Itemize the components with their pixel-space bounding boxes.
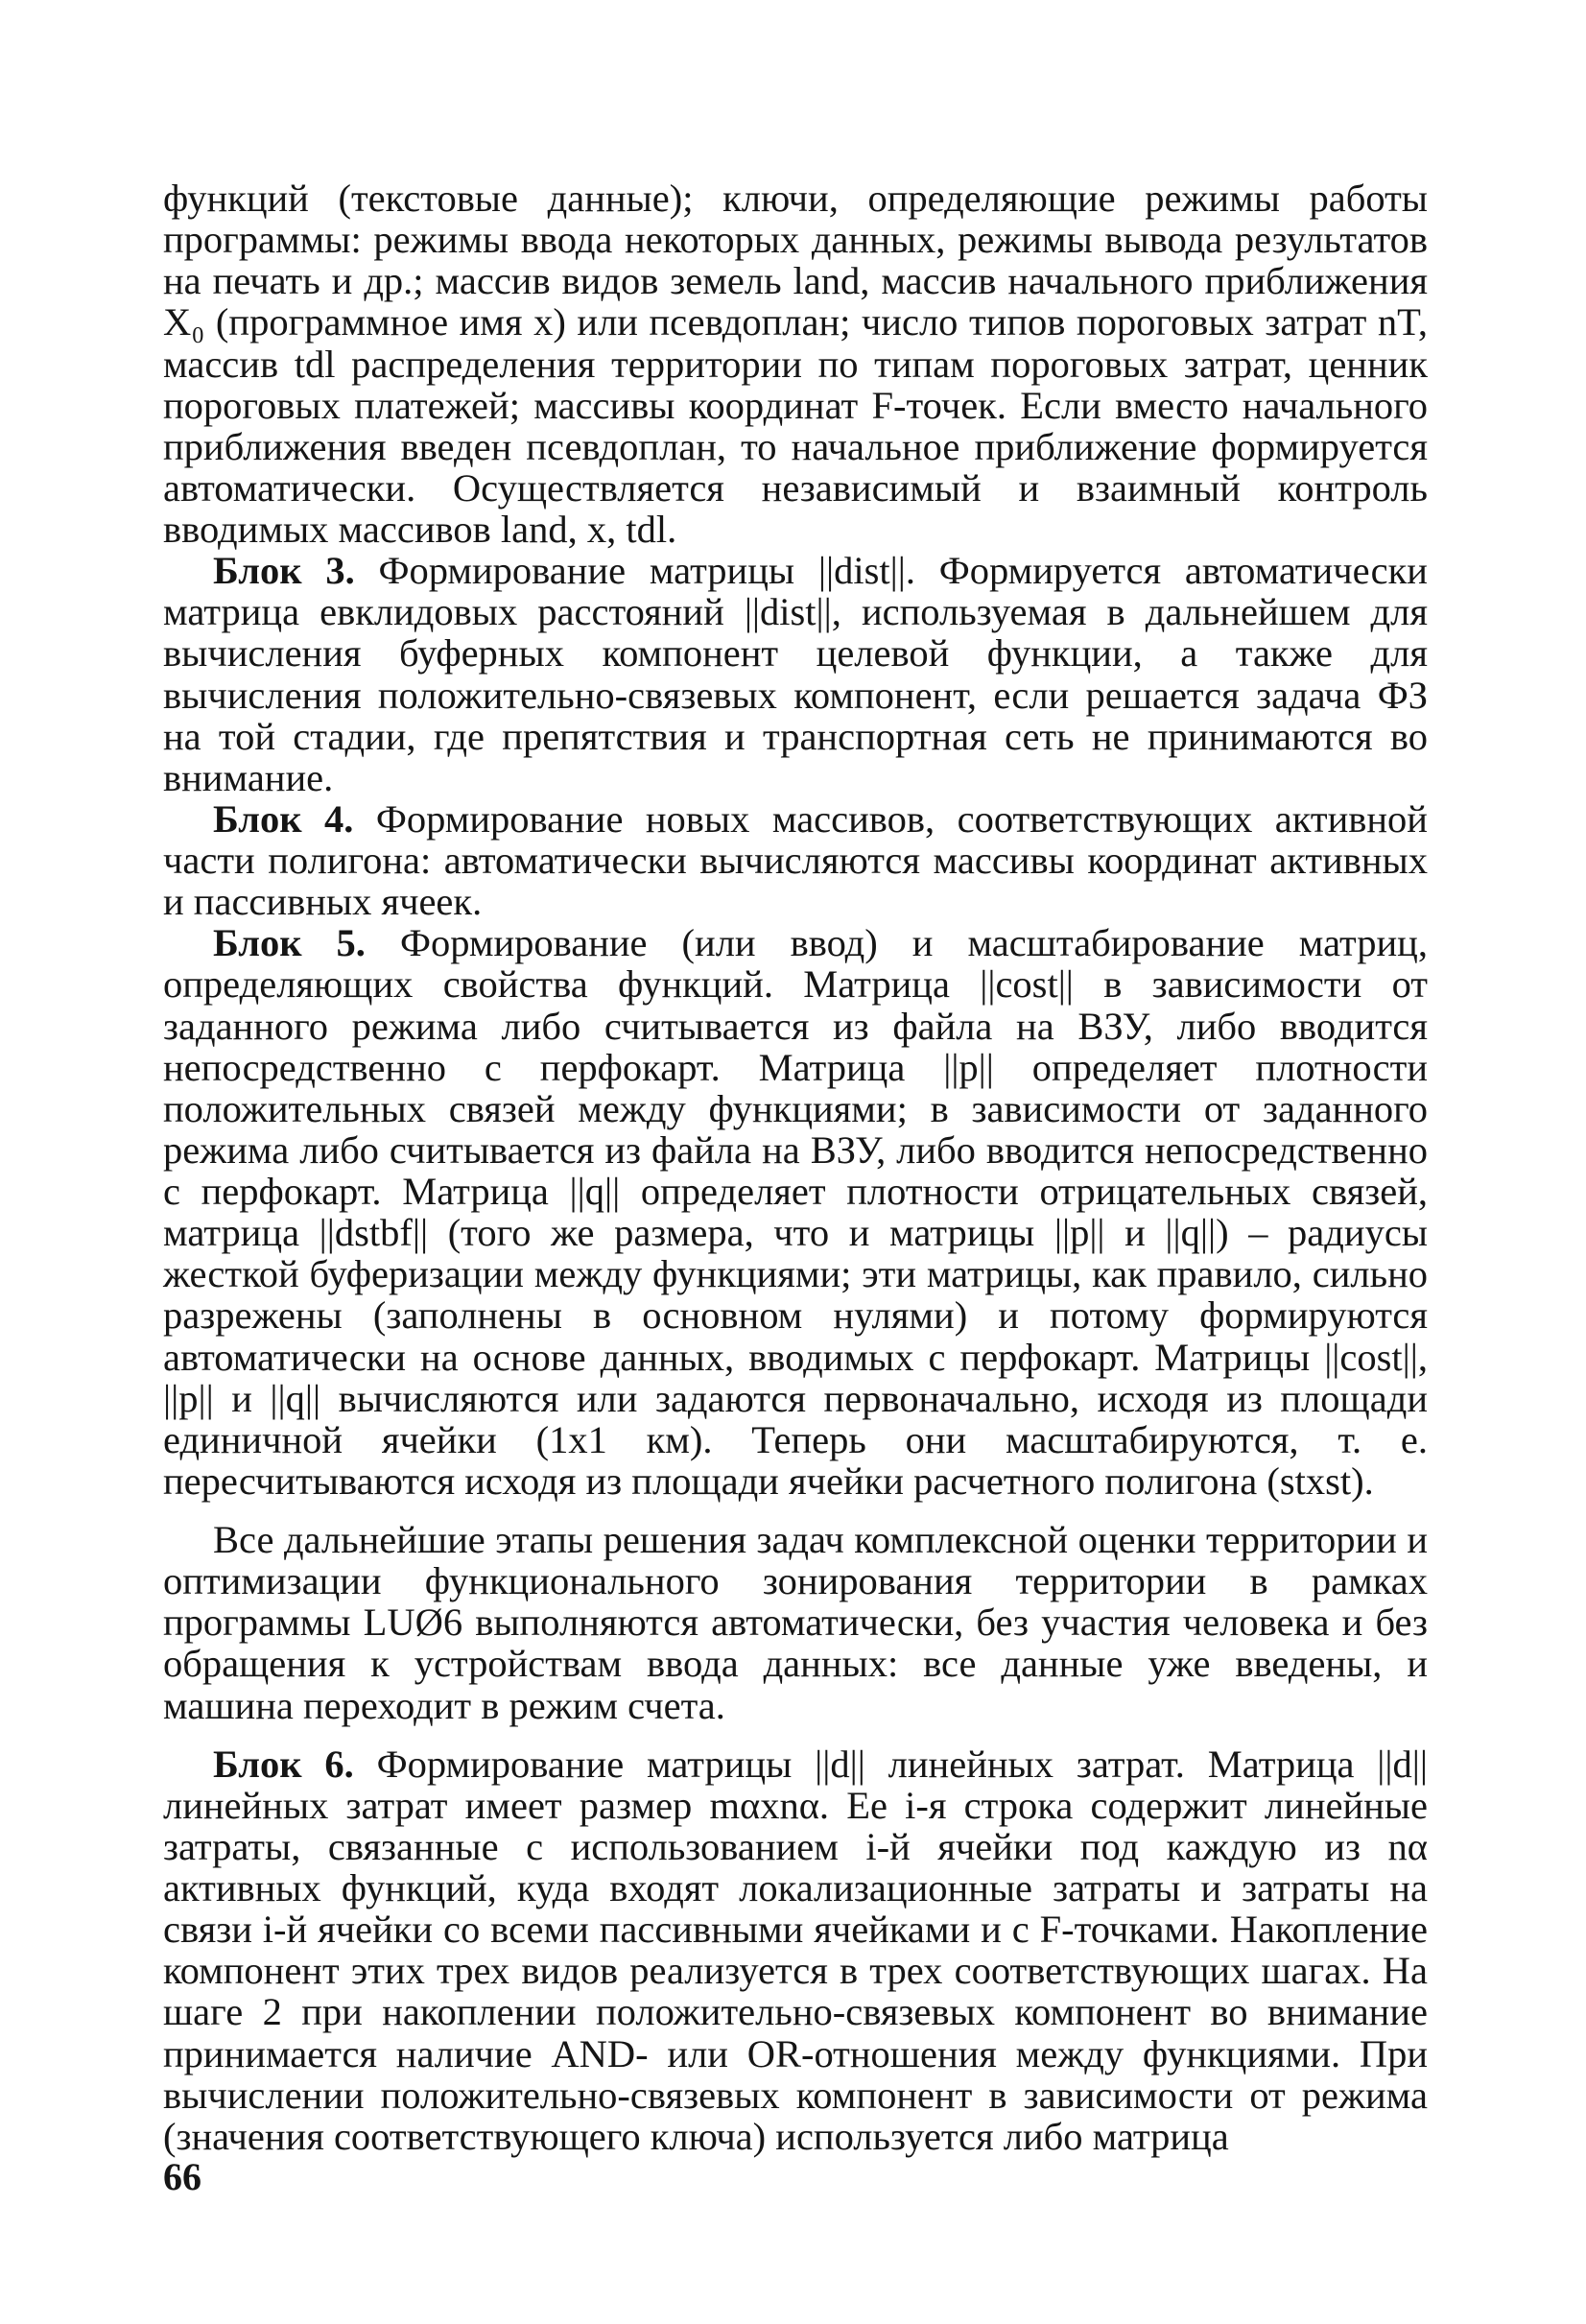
paragraph-text: Формирование новых массивов, соответствующих активной части полигона: автоматически вычисляются массивы координат активных и пассивных ячеек.	[163, 796, 1428, 924]
paragraph-text: функций (текстовые данные); ключи, определяющие режимы работы программы: режимы ввода некоторых данных, режимы вывода результатов на печать и др.; массив видов земель land, массив начального приближения X₀ (программное имя x) или псевдоплан; число типов пороговых затрат nT, массив tdl распределения территории по типам пороговых затрат, ценник пороговых платежей; массивы координат F-точек. Если вместо начального приближения введен псевдоплан, то начальное приближение формируется автоматически. Осуществляется независимый и взаимный контроль вводимых массивов land, x, tdl.	[163, 177, 1428, 551]
block-label: Блок 6.	[213, 1742, 354, 1786]
block-label: Блок 4.	[213, 796, 354, 841]
paragraph-block-5	[163, 922, 1428, 1502]
block-label: Блок 5.	[213, 921, 366, 965]
paragraph-text: Все дальнейшие этапы решения задач комплексной оценки территории и оптимизации функционального зонирования территории в рамках программы LUØ6 выполняются автоматически, без участия человека и без обращения к устройствам ввода данных: все данные уже введены, и машина переходит в режим счета.	[163, 1518, 1428, 1727]
paragraph-text: Формирование (или ввод) и масштабирование матриц, определяющих свойства функций. Матрица ||cost|| в зависимости от заданного режима либо считывается из файла на ВЗУ, либо вводится непосредственно с перфокарт. Матрица ||p|| определяет плотности положительных связей между функциями; в зависимости от заданного режима либо считывается из файла на ВЗУ, либо вводится непосредственно с перфокарт. Матрица ||q|| определяет плотности отрицательных связей, матрица ||dstbf|| (того же размера, что и матрицы ||p|| и ||q||) – радиусы жесткой буферизации между функциями; эти матрицы, как правило, сильно разрежены (заполнены в основном нулями) и потому формируются автоматически на основе данных, вводимых с перфокарт. Матрицы ||cost||, ||p|| и ||q|| вычисляются или задаются первоначально, исходя из площади единичной ячейки (1x1 км). Теперь они масштабируются, т. е. пересчитываются исходя из площади ячейки расчетного полигона (stxst).	[163, 921, 1428, 1503]
document-page	[163, 178, 1428, 2157]
paragraph-text: Формирование матрицы ||dist||. Формируется автоматически матрица евклидовых расстояний ||dist||, используемая в дальнейшем для вычисления буферных компонент целевой функции, а также для вычисления положительно-связевых компонент, если решается задача ФЗ на той стадии, где препятствия и транспортная сеть не принимаются во внимание.	[163, 549, 1428, 799]
paragraph-subsequent-stages	[163, 1519, 1428, 1726]
paragraph-continuation	[163, 178, 1428, 550]
block-label: Блок 3.	[213, 549, 355, 593]
paragraph-block-4	[163, 798, 1428, 922]
paragraph-text: Формирование матрицы ||d|| линейных затрат. Матрица ||d|| линейных затрат имеет размер mαxnα. Ее i-я строка содержит линейные затраты, связанные с использованием i-й ячейки под каждую из nα активных функций, куда входят локализационные затраты и затраты на связи i-й ячейки со всеми пассивными ячейками и с F-точками. Накопление компонент этих трех видов реализуется в трех соответствующих шагах. На шаге 2 при накоплении положительно-связевых компонент во внимание принимается наличие AND- или OR-отношения между функциями. При вычислении положительно-связевых компонент в зависимости от режима (значения соответствующего ключа) используется либо матрица	[163, 1742, 1428, 2158]
paragraph-block-3	[163, 550, 1428, 798]
page-number: 66	[163, 2155, 201, 2198]
paragraph-block-6	[163, 1743, 1428, 2157]
